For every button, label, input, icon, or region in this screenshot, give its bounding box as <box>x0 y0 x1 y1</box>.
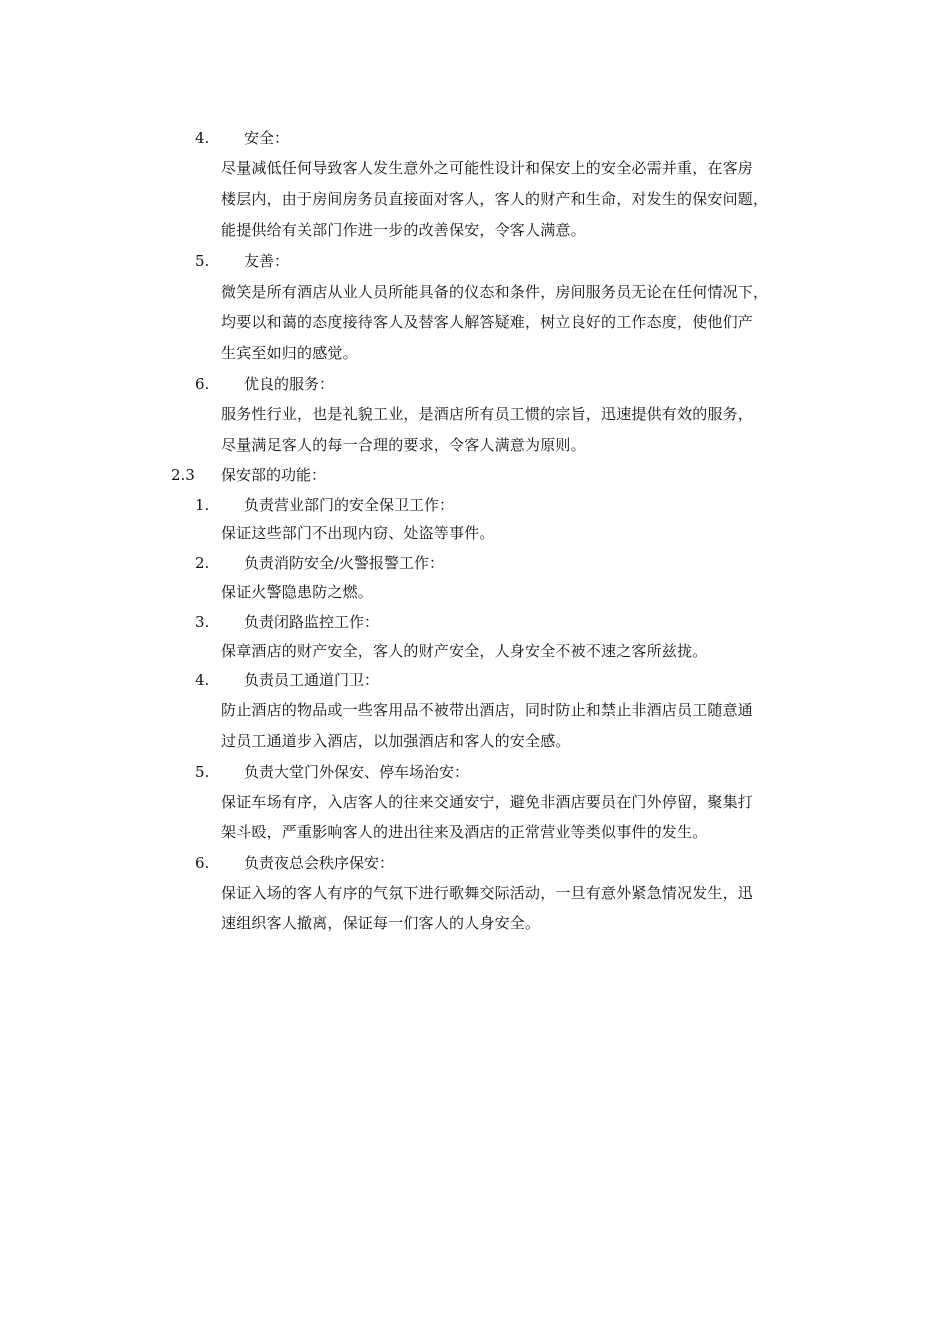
body-line: 均要以和蔼的态度接待客人及替客人解答疑难，树立良好的工作态度，使他们产 <box>221 313 754 331</box>
body-line: 速组织客人撤离，保证每一们客人的人身安全。 <box>221 914 541 932</box>
body-line: 尽量满足客人的每一合理的要求，令客人满意为原则。 <box>221 436 586 454</box>
body-line: 过员工通道步入酒店，以加强酒店和客人的安全感。 <box>221 732 571 750</box>
item-title: 负责消防安全/火警报警工作： <box>244 554 445 572</box>
body-line: 架斗殴，严重影响客人的进出往来及酒店的正常营业等类似事件的发生。 <box>221 823 708 841</box>
body-line: 保证火警隐患防之燃。 <box>221 583 374 601</box>
item-number: 1. <box>195 496 210 514</box>
body-line: 微笑是所有酒店从业人员所能具备的仪态和条件，房间服务员无论在任何情况下， <box>221 283 769 301</box>
item-number: 5. <box>195 252 210 270</box>
item-number: 3. <box>195 613 210 631</box>
item-number: 2. <box>195 554 210 572</box>
item-title: 负责大堂门外保安、停车场治安： <box>244 763 470 781</box>
body-line: 保证这些部门不出现内窃、处盗等事件。 <box>221 524 495 542</box>
body-line: 防止酒店的物品或一些客用品不被带出酒店，同时防止和禁止非酒店员工随意通 <box>221 701 754 719</box>
item-title: 负责夜总会秩序保安： <box>244 854 395 872</box>
item-number: 6. <box>195 854 210 872</box>
body-line: 生宾至如归的感觉。 <box>221 344 358 362</box>
body-line: 尽量减低任何导致客人发生意外之可能性设计和保安上的安全必需并重，在客房 <box>221 159 754 177</box>
item-number: 6. <box>195 375 210 393</box>
section-title: 保安部的功能： <box>221 466 327 484</box>
item-number: 4. <box>195 671 210 689</box>
item-title: 友善： <box>244 252 290 270</box>
item-title: 优良的服务： <box>244 375 335 393</box>
item-title: 安全： <box>244 129 290 147</box>
body-line: 保章酒店的财产安全，客人的财产安全，人身安全不被不速之客所兹拢。 <box>221 642 708 660</box>
item-title: 负责营业部门的安全保卫工作： <box>244 496 455 514</box>
item-number: 4. <box>195 129 210 147</box>
body-line: 保证车场有序，入店客人的往来交通安宁，避免非酒店要员在门外停留，聚集打 <box>221 793 754 811</box>
item-number: 5. <box>195 763 210 781</box>
body-line: 能提供给有关部门作进一步的改善保安，令客人满意。 <box>221 221 586 239</box>
body-line: 保证入场的客人有序的气氛下进行歌舞交际活动，一旦有意外紧急情况发生，迅 <box>221 884 754 902</box>
item-title: 负责员工通道门卫： <box>244 671 380 689</box>
body-line: 服务性行业，也是礼貌工业，是酒店所有员工惯的宗旨，迅速提供有效的服务， <box>221 405 754 423</box>
section-number: 2.3 <box>171 466 195 484</box>
body-line: 楼层内，由于房间房务员直接面对客人，客人的财产和生命，对发生的保安问题， <box>221 190 769 208</box>
item-title: 负责闭路监控工作： <box>244 613 380 631</box>
